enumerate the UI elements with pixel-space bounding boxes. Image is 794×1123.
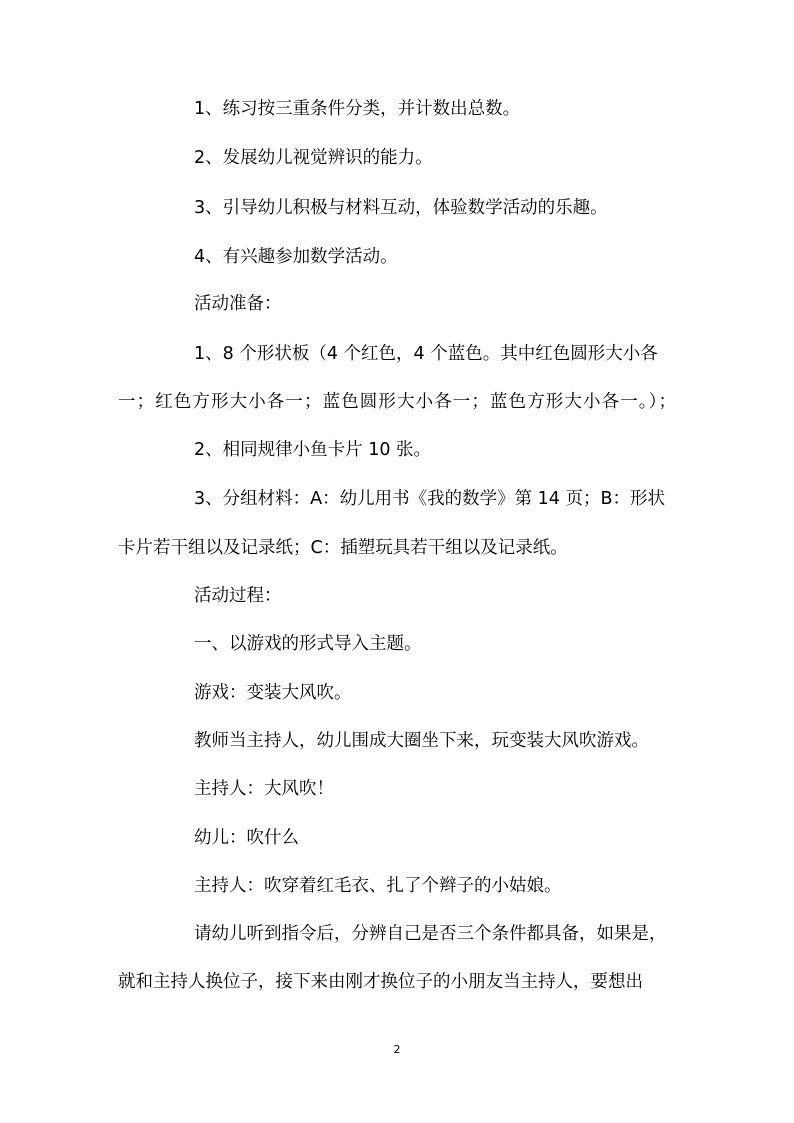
preparation-line-1-continued: 一；红色方形大小各一；蓝色圆形大小各一；蓝色方形大小各一。）； (118, 392, 676, 412)
goal-line-3: 3、引导幼儿积极与材料互动，体验数学活动的乐趣。 (194, 198, 608, 218)
preparation-line-3: 3、分组材料：A：幼儿用书《我的数学》第 14 页；B：形状 (194, 489, 666, 509)
preparation-line-2: 2、相同规律小鱼卡片 10 张。 (194, 440, 432, 460)
goal-line-2: 2、发展幼儿视觉辨识的能力。 (194, 148, 433, 168)
instruction-line-1: 请幼儿听到指令后，分辨自己是否三个条件都具备，如果是， (194, 924, 667, 944)
game-description: 教师当主持人，幼儿围成大圈坐下来，玩变装大风吹游戏。 (194, 731, 649, 751)
section-heading-process: 活动过程： (194, 586, 282, 606)
goal-line-4: 4、有兴趣参加数学活动。 (194, 247, 398, 267)
dialogue-host-2: 主持人：吹穿着红毛衣、扎了个辫子的小姑娘。 (194, 876, 562, 896)
preparation-line-1: 1、8 个形状板（4 个红色，4 个蓝色。其中红色圆形大小各 (194, 344, 658, 364)
goal-line-1: 1、练习按三重条件分类，并计数出总数。 (194, 99, 521, 119)
instruction-line-2: 就和主持人换位子，接下来由刚才换位子的小朋友当主持人，要想出 (118, 972, 643, 992)
preparation-line-3-continued: 卡片若干组以及记录纸；C：插塑玩具若干组以及记录纸。 (118, 538, 568, 558)
dialogue-children: 幼儿：吹什么 (194, 828, 299, 848)
process-step-1: 一、以游戏的形式导入主题。 (194, 634, 422, 654)
game-title: 游戏：变装大风吹。 (194, 683, 352, 703)
dialogue-host-1: 主持人：大风吹！ (194, 779, 334, 799)
section-heading-preparation: 活动准备： (194, 294, 282, 314)
page-number: 2 (393, 1043, 401, 1056)
